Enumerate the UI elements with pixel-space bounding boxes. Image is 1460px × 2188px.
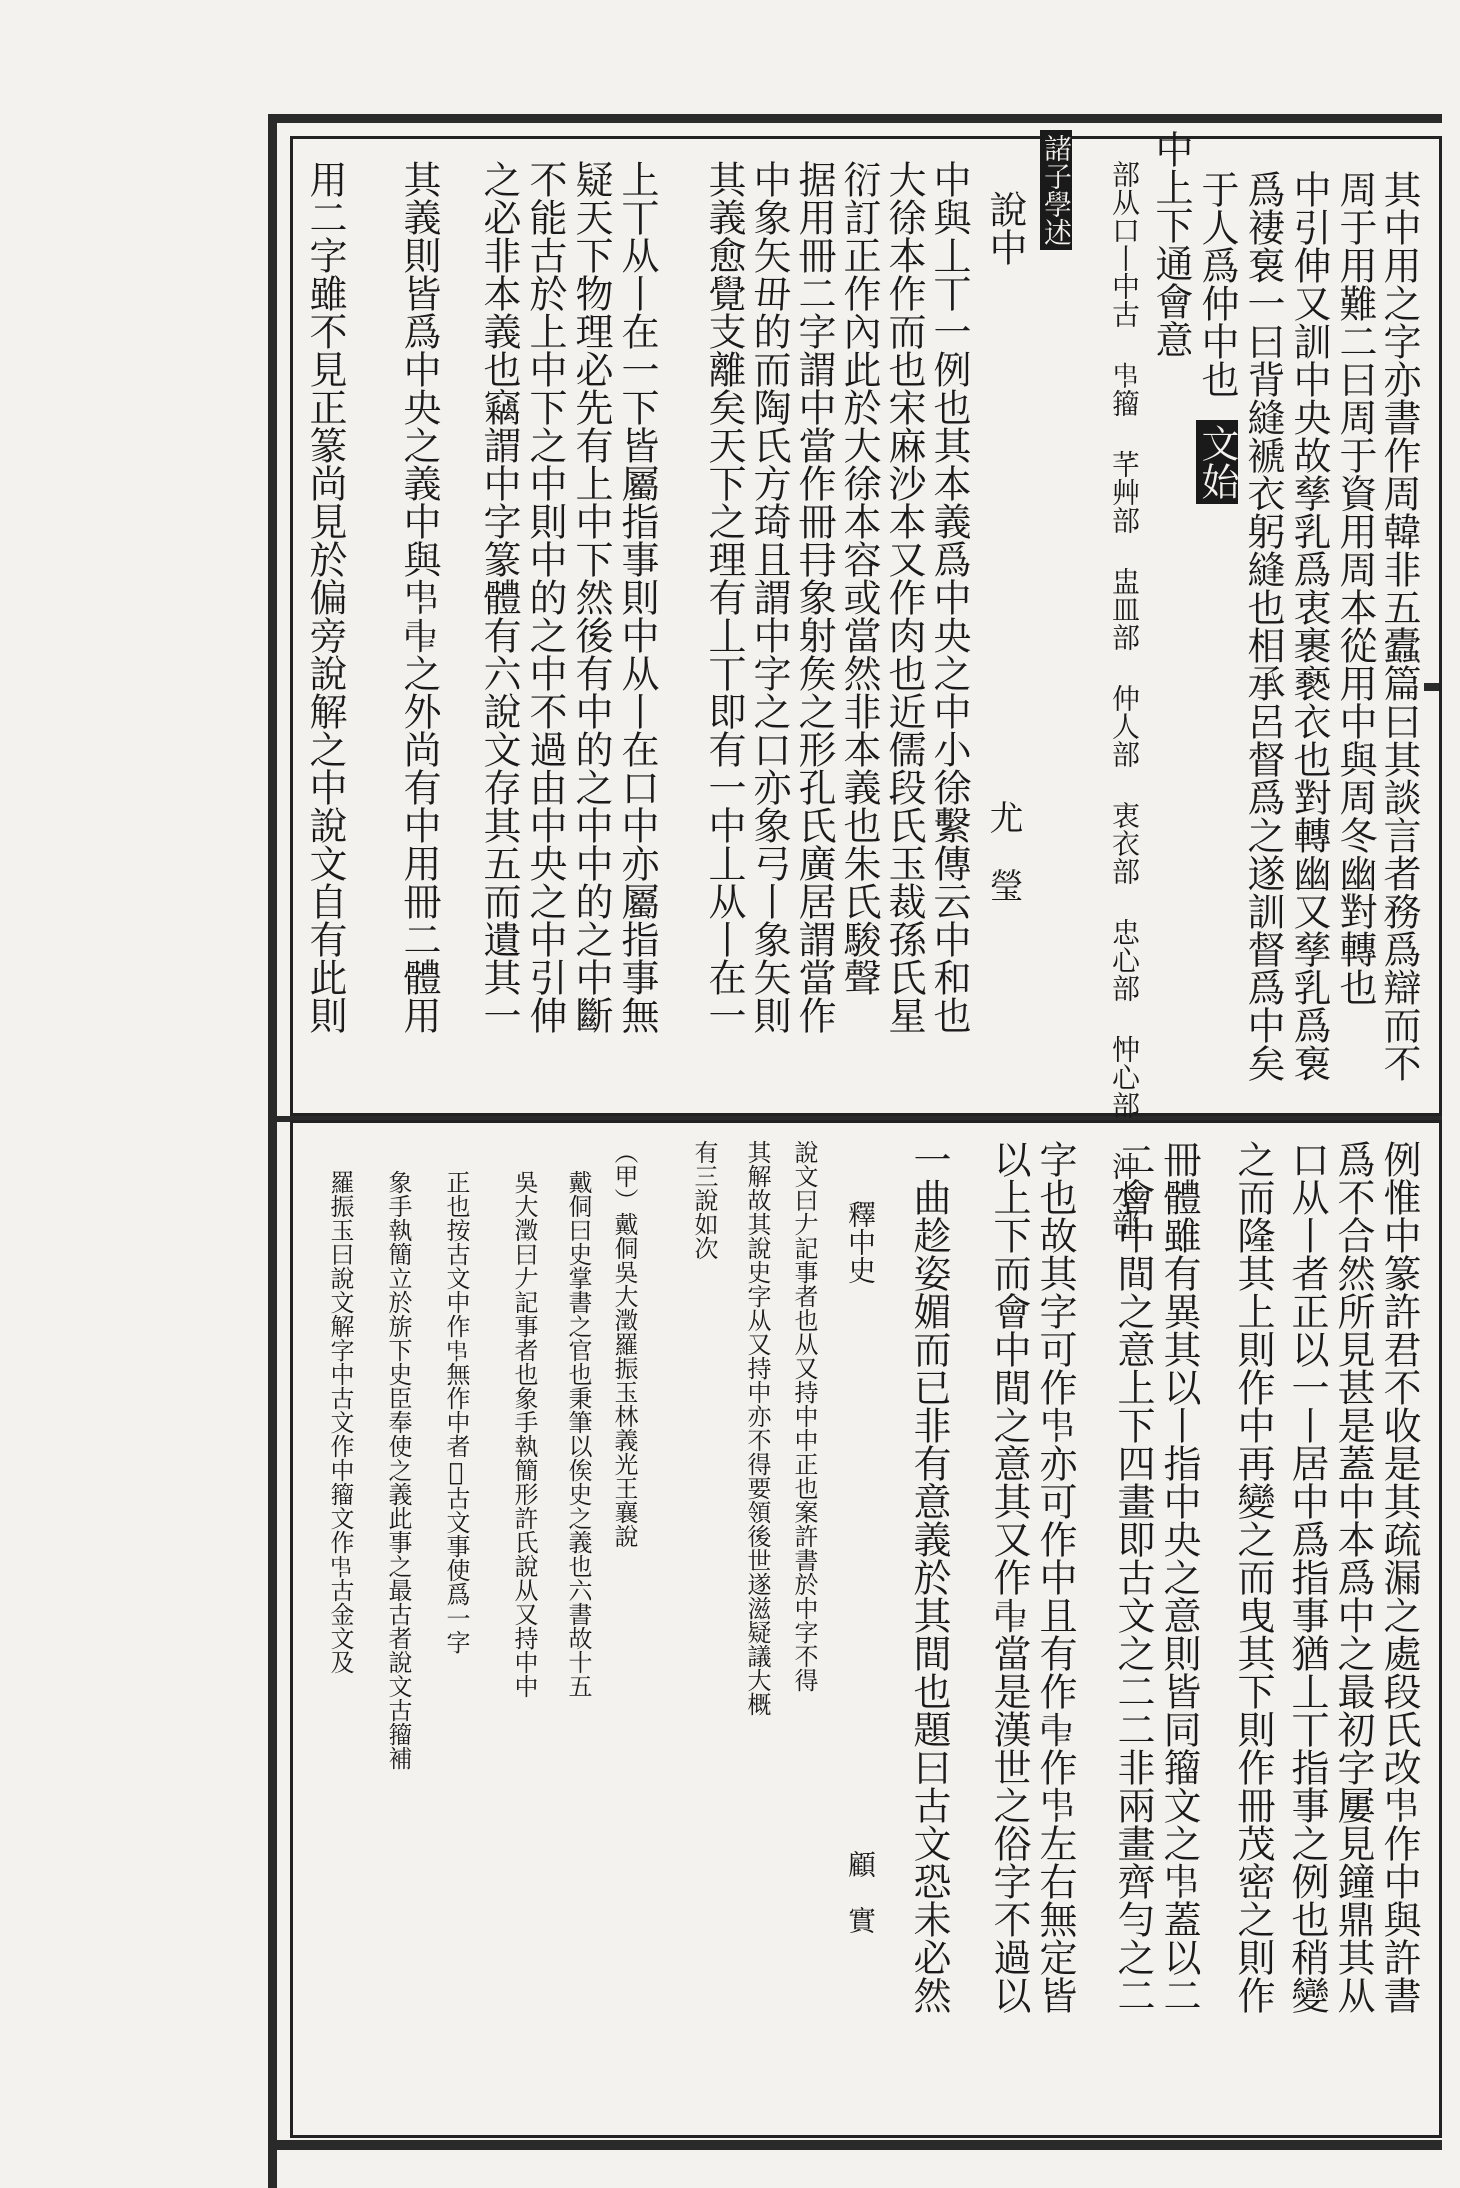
note-column-8: 象手執簡立於旂下史臣奉使之義此事之最古者說文古籀補 xyxy=(384,1170,412,1770)
top-text-column-1: 其中用之字亦書作周韓非五蠹篇曰其談言者務爲辯而不 xyxy=(1377,170,1421,1082)
body-column-4: 据用冊二字謂中當作冊冄象射矦之形孔氏廣居謂當作 xyxy=(792,160,836,1034)
body-column-9: 不能古於上中下之中則中的之中不過由中央之中引伸 xyxy=(523,160,567,1034)
top-text-column-6: 中上下通會意 xyxy=(1149,130,1193,358)
top-text-column-3: 中引伸又訓中央故孳乳爲衷裹褻衣也對轉幽又孳乳爲袌 xyxy=(1287,170,1331,1082)
body-column-6: 其義愈覺支離矣天下之理有丄丅即有一中丄从丨在一 xyxy=(702,160,746,1034)
body-column-2: 大徐本作而也宋麻沙本又作肉也近儒段氏玉裁孫氏星 xyxy=(882,160,926,1034)
top-text-column-5: 于人爲仲中也 xyxy=(1195,170,1239,398)
bottom-text-column-7: 字也故其字可作𠁧亦可作中且有作𠁩作𠁧左右無定皆 xyxy=(1033,1140,1077,2014)
top-text-column-4: 爲褄袌一曰背縫褫衣躬縫也相承呂督爲之遂訓督爲中矣 xyxy=(1241,170,1285,1082)
top-text-column-2: 周于用難二曰周于資用周本從用中與周冬幽對轉也 xyxy=(1333,170,1377,1006)
source-tag: 文始 xyxy=(1196,420,1238,504)
note-column-4: （甲）戴侗吳大澂羅振玉林義光王襄說 xyxy=(610,1140,638,1548)
bottom-text-column-4: 之而隆其上則作中再變之而曳其下則作冊茂密之則作 xyxy=(1231,1140,1275,2014)
author-name: 尤 瑩 xyxy=(983,800,1023,902)
bottom-text-column-8: 以上下而會中間之意其又作𠁩當是漢世之俗字不過以 xyxy=(987,1140,1031,2014)
bottom-section-title: 釋中史 xyxy=(844,1200,877,1284)
body-column-12: 用二字雖不見正篆尚見於偏旁說解之中說文自有此則 xyxy=(303,160,347,1034)
note-column-7: 正也按古文中作𠁧無作中者𡘪古文事使爲一字 xyxy=(442,1170,470,1654)
body-column-1: 中與丄丅一例也其本義爲中央之中小徐繫傳云中和也 xyxy=(927,160,971,1034)
body-column-7: 上丅从丨在一下皆屬指事則中从丨在口中亦屬指事無 xyxy=(615,160,659,1034)
section-banner: 諸子學述 xyxy=(1040,130,1072,250)
bottom-text-column-6: 二會中間之意上下四畫即古文之二二非兩畫齊勻之二 xyxy=(1111,1140,1155,2014)
body-column-8: 疑天下物理必先有上中下然後有中的之中中的之中斷 xyxy=(569,160,613,1034)
section-title: 說中 xyxy=(983,190,1027,266)
body-column-5: 中象矢毌的而陶氏方琦且謂中字之口亦象弓丨象矢則 xyxy=(747,160,791,1034)
bottom-author-name: 顧 實 xyxy=(844,1850,877,1934)
bottom-text-column-5: 冊體雖有異其以丨指中央之意則皆同籀文之𠁧蓋以二 xyxy=(1157,1140,1201,2014)
note-column-9: 羅振玉曰說文解字中古文作中籀文作𠁧古金文及 xyxy=(326,1170,354,1674)
note-column-1: 說文曰𠂇記事者也从又持中中正也案許書於中字不得 xyxy=(790,1140,818,1692)
bottom-text-column-3: 口从丨者正以一丨居中爲指事猶丄丅指事之例也稍變 xyxy=(1285,1140,1329,2014)
note-column-2: 其解故其說史字从又持中亦不得要領後世遂滋疑議大概 xyxy=(743,1140,771,1716)
note-column-5: 戴侗曰史掌書之官也秉筆以俟史之義也六書故十五 xyxy=(564,1170,592,1698)
note-column-6: 吳大澂曰𠂇記事者也象手執簡形許氏說从又持中中 xyxy=(510,1170,538,1698)
bottom-text-column-1: 例惟中篆許君不收是其疏漏之處段氏改𠁧作中與許書 xyxy=(1377,1140,1421,2014)
body-column-3: 衍訂正作內此於大徐本容或當然非本義也朱氏駿聲 xyxy=(837,160,881,996)
derivation-line: 部从口丨中古 𠁧籀 芊艸部 盅皿部 仲人部 衷衣部 忠心部 忡心部 沖水部 xyxy=(1108,160,1141,1236)
bottom-text-column-2: 爲不合然所見甚是蓋中本爲中之最初字屢見鐘鼎其从 xyxy=(1331,1140,1375,2014)
body-column-10: 之必非本義也竊謂中字篆體有六說文存其五而遺其一 xyxy=(477,160,521,1034)
bottom-rule xyxy=(268,2140,1442,2150)
note-column-3: 有三說如次 xyxy=(690,1140,718,1260)
body-column-11: 其義則皆爲中央之義中與𠁧𠁩之外尚有中用冊二體用 xyxy=(397,160,441,1034)
bottom-text-column-9: 一曲趁姿媚而已非有意義於其間也題曰古文恐未必然 xyxy=(907,1140,951,2014)
